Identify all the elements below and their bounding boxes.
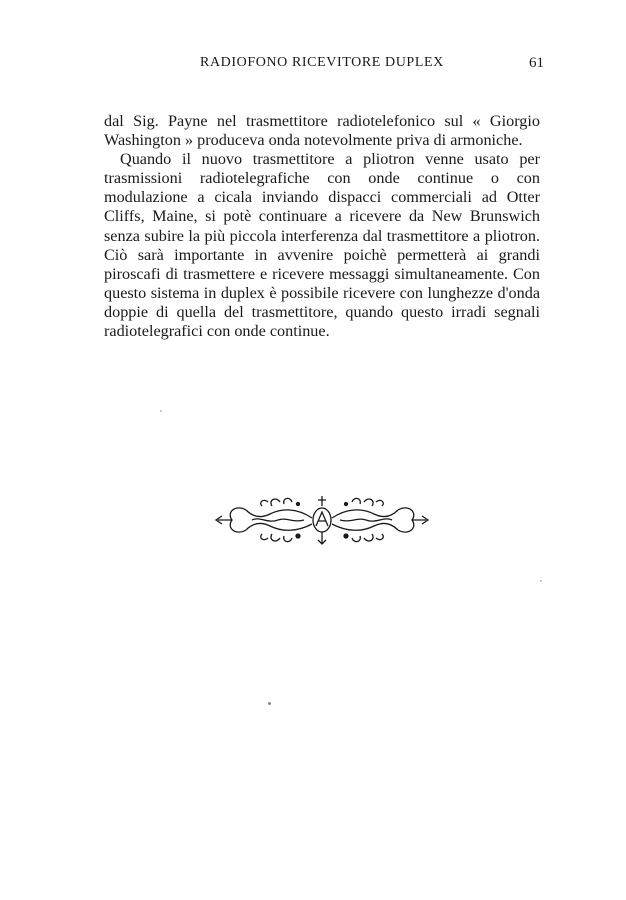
page-number: 61: [529, 55, 544, 71]
body-text: [104, 112, 540, 341]
paragraph-1: dal Sig. Payne nel trasmettitore radiotelefonico sul « Giorgio Washington » produceva onda notevolmente priva di armoniche.: [104, 112, 540, 150]
running-title: RADIOFONO RICEVITORE DUPLEX: [200, 55, 444, 70]
print-speck: [540, 580, 542, 582]
paragraph-2: Quando il nuovo trasmettitore a pliotron venne usato per trasmissioni radiotelegrafiche con onde continue o con modulazione a cicala inviando dispacci commerciali ad Otter Cliffs, Maine, si potè continuare a ricevere da New Brunswich senza subire la più piccola interferenza dal trasmettitore a pliotron. Ciò sarà importante in avvenire poichè permetterà ai grandi piroscafi di trasmettere e ricevere messaggi simultaneamente. Con questo sistema in duplex è possibile ricevere con lunghezze d'onda doppie di quella del trasmettitore, quando questo irradi segnali radiotelegrafici con onde continue.: [104, 150, 540, 341]
page-header: [104, 55, 544, 75]
print-speck: [160, 410, 162, 412]
floral-tailpiece-icon: [212, 490, 432, 550]
print-speck: [268, 702, 271, 705]
